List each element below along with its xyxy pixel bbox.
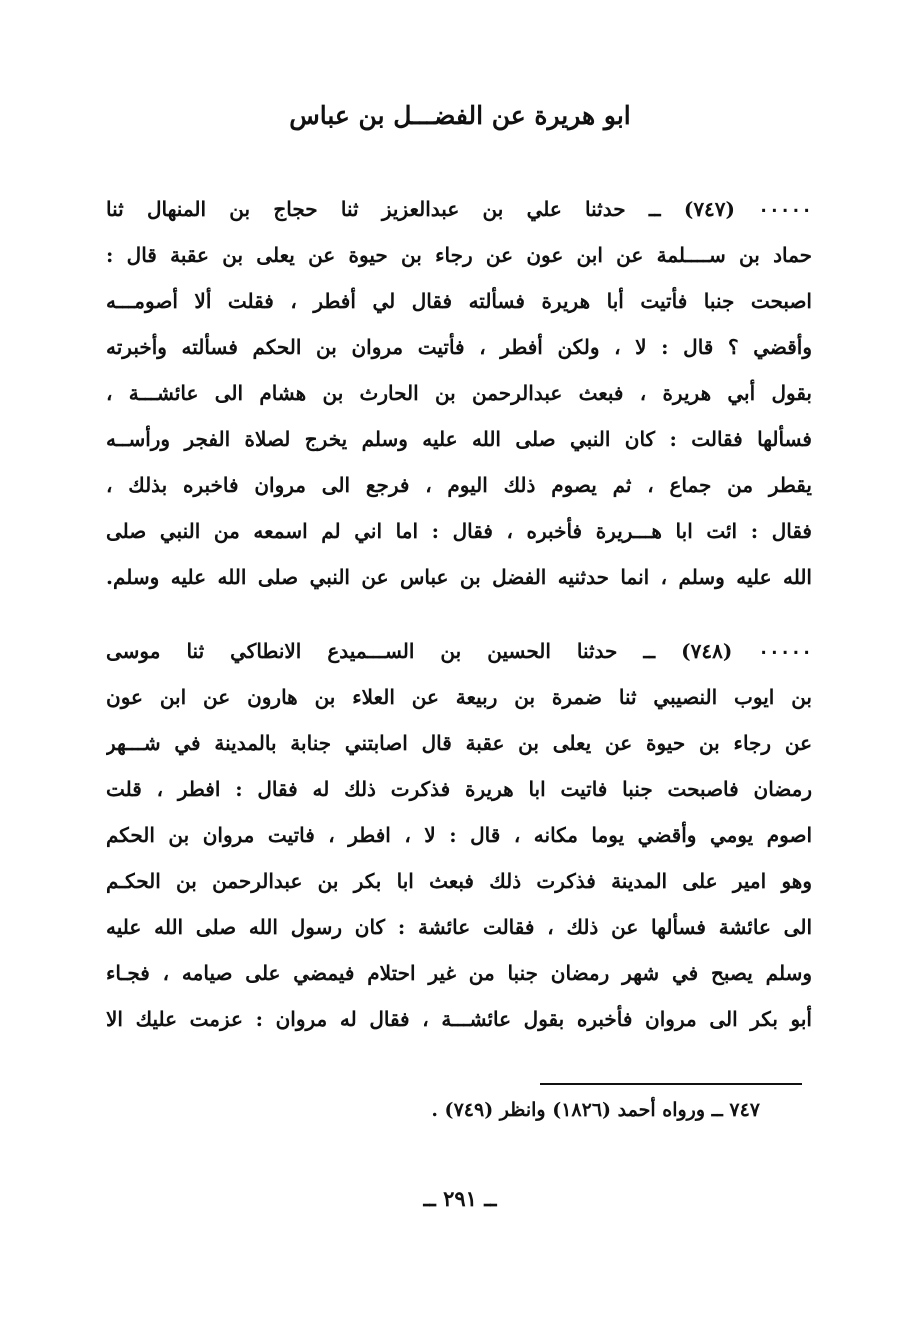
text-line: بن ايوب النصيبي ثنا ضمرة بن ربيعة عن العلاء بن هارون عن ابن عون xyxy=(106,685,812,709)
paragraph-748 xyxy=(106,628,812,1042)
text-line: وسلم يصبح في شهر رمضان جنبا من غير احتلام فيمضي على صيامه ، فجـاء xyxy=(106,961,812,985)
text-line: عن رجاء بن حيوة عن يعلى بن عقبة قال اصابتني جنابة بالمدينة في شـــهر xyxy=(106,731,812,755)
footnote: ٧٤٧ ــ ورواه أحمد (١٨٢٦) وانظر (٧٤٩) . xyxy=(431,1099,760,1121)
text-line: بقول أبي هريرة ، فبعث عبدالرحمن بن الحارث بن هشام الى عائشـــة ، xyxy=(106,381,812,405)
text-line: وهو امير على المدينة فذكرت ذلك فبعث ابا بكر بن عبدالرحمن بن الحكـم xyxy=(106,869,812,893)
text-line: أبو بكر الى مروان فأخبره بقول عائشـــة ، فقال له مروان : عزمت عليك الا xyxy=(106,1007,812,1031)
text-line: يقطر من جماع ، ثم يصوم ذلك اليوم ، فرجع الى مروان فاخبره بذلك ، xyxy=(106,473,812,497)
text-line: اصبحت جنبا فأتيت أبا هريرة فسألته فقال لي أفطر ، فقلت ألا أصومـــه xyxy=(106,289,812,313)
footnote-divider xyxy=(540,1083,802,1085)
page-number: ــ ٢٩١ ــ xyxy=(423,1186,497,1211)
text-line: حماد بن ســــلمة عن ابن عون عن رجاء بن حيوة عن يعلى بن عقبة قال : xyxy=(106,243,812,267)
text-line: اصوم يومي وأقضي يوما مكانه ، قال : لا ، افطر ، فاتيت مروان بن الحكم xyxy=(106,823,812,847)
text-line: ٠٠٠٠٠ (٧٤٨) ــ حدثنا الحسين بن الســـميدع الانطاكي ثنا موسى xyxy=(106,639,812,663)
text-line: فسألها فقالت : كان النبي صلى الله عليه وسلم يخرج لصلاة الفجر ورأســه xyxy=(106,427,812,451)
page-title: ابو هريرة عن الفضـــل بن عباس xyxy=(289,101,631,130)
text-line: فقال : ائت ابا هـــريرة فأخبره ، فقال : اما اني لم اسمعه من النبي صلى xyxy=(106,519,812,543)
text-line: رمضان فاصبحت جنبا فاتيت ابا هريرة فذكرت ذلك له فقال : افطر ، قلت xyxy=(106,777,812,801)
text-line: الله عليه وسلم ، انما حدثنيه الفضل بن عباس عن النبي صلى الله عليه وسلم. xyxy=(106,565,812,589)
paragraph-747 xyxy=(106,186,812,600)
text-line: الى عائشة فسألها عن ذلك ، فقالت عائشة : كان رسول الله صلى الله عليه xyxy=(106,915,812,939)
text-line: وأقضي ؟ قال : لا ، ولكن أفطر ، فأتيت مروان بن الحكم فسألته وأخبرته xyxy=(106,335,812,359)
text-line: ٠٠٠٠٠ (٧٤٧) ــ حدثنا علي بن عبدالعزيز ثنا حجاج بن المنهال ثنا xyxy=(106,197,812,221)
